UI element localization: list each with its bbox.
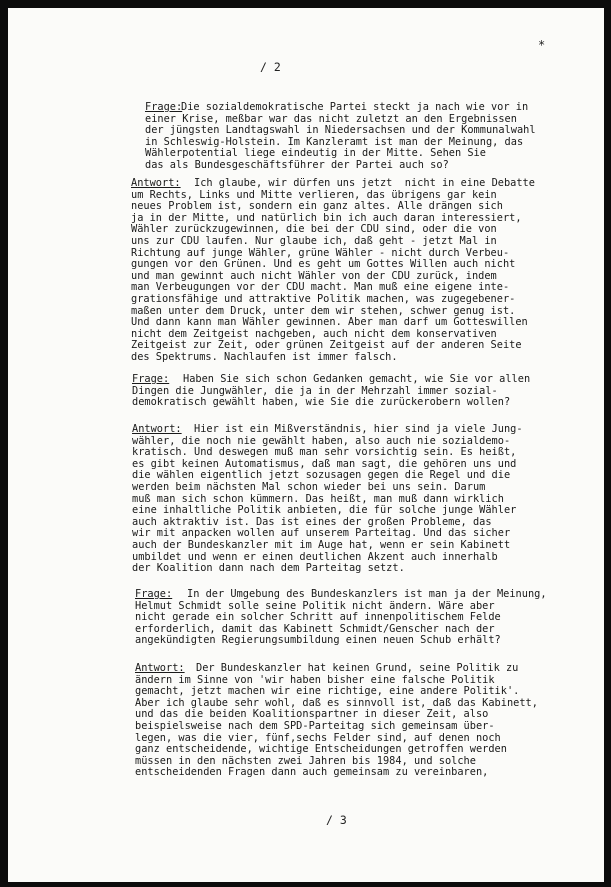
text-line: beispielsweise nach dem SPD-Parteitag sich gemeinsam über- xyxy=(135,720,495,732)
text-line: gungen vor den Grünen. Und es geht um Gottes Willen auch nicht xyxy=(131,258,516,271)
text-line: ändern im Sinne von 'wir haben bisher eine falsche Politik xyxy=(135,673,495,686)
text-line: uns zur CDU laufen. Nur glaube ich, daß geht - jetzt Mal in xyxy=(131,235,497,247)
text-line: Helmut Schmidt solle seine Politik nicht ändern. Wäre aber xyxy=(135,599,495,612)
text-line: um Rechts, Links und Mitte verlieren, das übrigens gar kein xyxy=(131,188,497,201)
text-line: nicht gerade ein solcher Schritt auf innenpolitischem Felde xyxy=(135,611,501,624)
text-line: es gibt keinen Automatismus, daß man sagt, die gehören uns und xyxy=(132,457,517,470)
text-line: müssen in den nächsten zwei Jahren bis 1984, und solche xyxy=(135,754,476,767)
text-line: in Schleswig-Holstein. Im Kanzleramt ist man der Meinung, das xyxy=(145,135,524,148)
page-number-bottom: / 3 xyxy=(326,813,347,827)
speaker-label: Frage: xyxy=(132,373,170,385)
text-line: auch aktraktiv ist. Das ist eines der großen Probleme, das xyxy=(132,515,492,528)
text-line: nicht dem Zeitgeist nachgeben, auch nicht dem konservativen xyxy=(131,327,497,340)
text-line: Der Bundeskanzler hat keinen Grund, seine Politik zu xyxy=(196,662,519,674)
speaker-label: Frage: xyxy=(135,588,173,600)
text-line: maßen unter dem Druck, unter dem wir stehen, schwer genug ist. xyxy=(131,304,516,317)
text-line: Dingen die Jungwähler, die ja in der Mehrzahl immer sozial- xyxy=(132,384,498,397)
text-line: Wählerpotential liege eindeutig in der Mitte. Sehen Sie xyxy=(145,147,486,160)
speaker-label: Antwort: xyxy=(131,177,181,189)
text-line: Zeitgeist zur Zeit, oder grünen Zeitgeist auf der anderen Seite xyxy=(131,339,522,352)
text-line: wir mit anpacken wollen auf unserem Parteitag. Und das sicher xyxy=(132,527,511,540)
text-line: werden beim nächsten Mal schon wieder bei uns sein. Darum xyxy=(132,481,486,493)
text-line: Ich glaube, wir dürfen uns jetzt nicht in eine Debatte xyxy=(194,177,535,189)
text-line: gemacht, jetzt machen wir eine richtige, eine andere Politik'. xyxy=(135,685,520,698)
text-line: und man gewinnt auch nicht Wähler von der CDU zurück, indem xyxy=(131,269,497,282)
text-line: In der Umgebung des Bundeskanzlers ist man ja der Meinung, xyxy=(187,588,547,600)
text-line: Und dann kann man Wähler gewinnen. Aber man darf um Gotteswillen xyxy=(131,316,528,329)
text-line: der Koalition dann nach dem Parteitag setzt. xyxy=(132,562,405,575)
text-line: einer Krise, meßbar war das nicht zuletzt an den Ergebnissen xyxy=(145,112,517,125)
text-line: Wähler zurückzugewinnen, die bei der CDU sind, oder die von xyxy=(131,223,497,236)
text-line: und das die beiden Koalitionspartner in dieser Zeit, also xyxy=(135,708,489,721)
text-line: muß man sich schon kümmern. Das heißt, man muß dann wirklich xyxy=(132,492,504,505)
text-line: auch der Bundeskanzler mit im Auge hat, wenn er sein Kabinett xyxy=(132,539,511,551)
speaker-label: Frage: xyxy=(145,101,183,113)
text-line: kratisch. Und deswegen muß man sehr vorsichtig sein. Es heißt, xyxy=(132,446,517,459)
speaker-label: Antwort: xyxy=(132,423,182,435)
text-line: umbildet und wenn er einen deutlichen Akzent auch innerhalb xyxy=(132,550,498,563)
text-line: angekündigten Regierungsumbildung einen neuen Schub erhält? xyxy=(135,634,501,647)
document-page xyxy=(8,8,604,882)
text-line: Haben Sie sich schon Gedanken gemacht, wie Sie vor allen xyxy=(183,373,531,385)
text-line: der jüngsten Landtagswahl in Niedersachsen und der Kommunalwahl xyxy=(145,124,536,137)
text-line: neues Problem ist, sondern ein ganz altes. Alle drängen sich xyxy=(131,200,503,213)
text-line: man Verbeugungen vor der CDU macht. Man muß eine eigene inte- xyxy=(131,281,510,294)
page-number-top: / 2 xyxy=(260,60,281,74)
text-line: Hier ist ein Mißverständnis, hier sind ja viele Jung- xyxy=(194,423,523,435)
speaker-label: Antwort: xyxy=(135,662,185,674)
text-line: wähler, die noch nie gewählt haben, also auch nie sozialdemo- xyxy=(132,434,511,447)
text-line: legen, was die vier, fünf,sechs Felder sind, auf denen noch xyxy=(135,731,501,744)
corner-mark: * xyxy=(538,38,546,52)
text-line: eine inhaltliche Politik anbieten, die für solche junge Wähler xyxy=(132,504,517,517)
text-line: Die sozialdemokratische Partei steckt ja nach wie vor in xyxy=(181,101,529,113)
text-line: Aber ich glaube sehr wohl, daß es sinnvoll ist, daß das Kabinett, xyxy=(135,696,538,709)
text-line: demokratisch gewählt haben, wie Sie die zurückerobern wollen? xyxy=(132,396,511,409)
text-line: erforderlich, damit das Kabinett Schmidt/Genscher nach der xyxy=(135,622,495,635)
text-line: ganz entscheidende, wichtige Entscheidungen getroffen werden xyxy=(135,743,507,756)
text-line: grationsfähige und attraktive Politik machen, was zugegebener- xyxy=(131,293,516,305)
text-line: ja in der Mitte, und natürlich bin ich auch daran interessiert, xyxy=(131,211,522,224)
text-line: Richtung auf junge Wähler, grüne Wähler - nicht durch Verbeu- xyxy=(131,246,510,259)
text-line: das als Bundesgeschäftsführer der Partei auch so? xyxy=(145,159,449,171)
text-line: entscheidenden Fragen dann auch gemeinsam zu vereinbaren, xyxy=(135,766,489,779)
text-line: des Spektrums. Nachlaufen ist immer falsch. xyxy=(131,351,398,363)
text-line: die wählen eigentlich jetzt sozusagen gegen die Regel und die xyxy=(132,469,511,482)
